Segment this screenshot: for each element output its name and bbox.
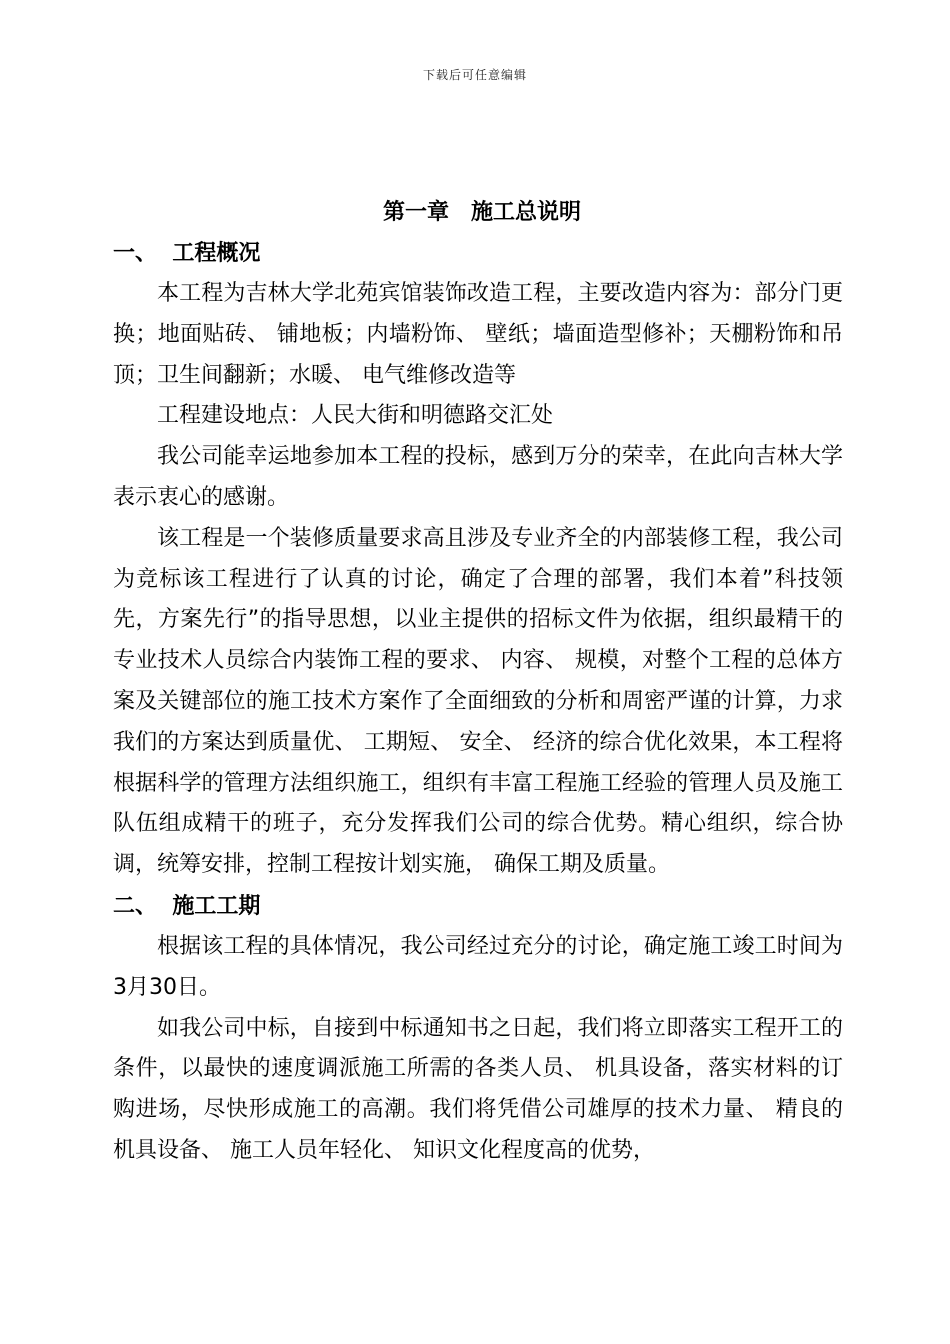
chapter-title: 第一章 施工总说明 [382, 200, 581, 225]
document-body [113, 193, 843, 1172]
section-heading-schedule: 二、 施工工期 [113, 893, 261, 919]
paragraph: 该工程是一个装修质量要求高且涉及专业齐全的内部装修工程，我公司为竞标该工程进行了认真的讨论，确定了合理的部署，我们本着”科技领先，方案先行”的指导思想，以业主提供的招标文件为依据，组织最精干的专业技术人员综合内装饰工程的要求、 内容、 规模，对整个工程的总体方案及关键部位的施工技术方案作了全面细致的分析和周密严谨的计算，力求我们的方案达到质量优、 工期短、 安全、 经济的综合优化效果，本工程将根据科学的管理方法组织施工，组织有丰富工程施工经验的管理人员及施工队伍组成精干的班子，充分发挥我们公司的综合优势。精心组织，综合协调，统筹安排，控制工程按计划实施， 确保工期及质量。 [113, 525, 843, 878]
paragraph: 如我公司中标，自接到中标通知书之日起，我们将立即落实工程开工的条件，以最快的速度调派施工所需的各类人员、 机具设备，落实材料的订购进场，尽快形成施工的高潮。我们将凭借公司雄厚的技术力量、 精良的机具设备、 施工人员年轻化、 知识文化程度高的优势， [113, 1015, 843, 1163]
paragraph: 本工程为吉林大学北苑宾馆装饰改造工程，主要改造内容为：部分门更换；地面贴砖、 铺地板；内墙粉饰、 壁纸；墙面造型修补；天棚粉饰和吊顶；卫生间翻新；水暖、 电气维修改造等 [113, 281, 843, 388]
paragraph: 我公司能幸运地参加本工程的投标，感到万分的荣幸，在此向吉林大学表示衷心的感谢。 [113, 444, 843, 510]
section-heading-overview: 一、 工程概况 [113, 241, 261, 266]
header-note: 下载后可任意编辑 [422, 68, 527, 82]
paragraph: 根据该工程的具体情况，我公司经过充分的讨论，确定施工竣工时间为 3月30日。 [113, 933, 843, 1000]
paragraph: 工程建设地点：人民大街和明德路交汇处 [157, 403, 554, 429]
